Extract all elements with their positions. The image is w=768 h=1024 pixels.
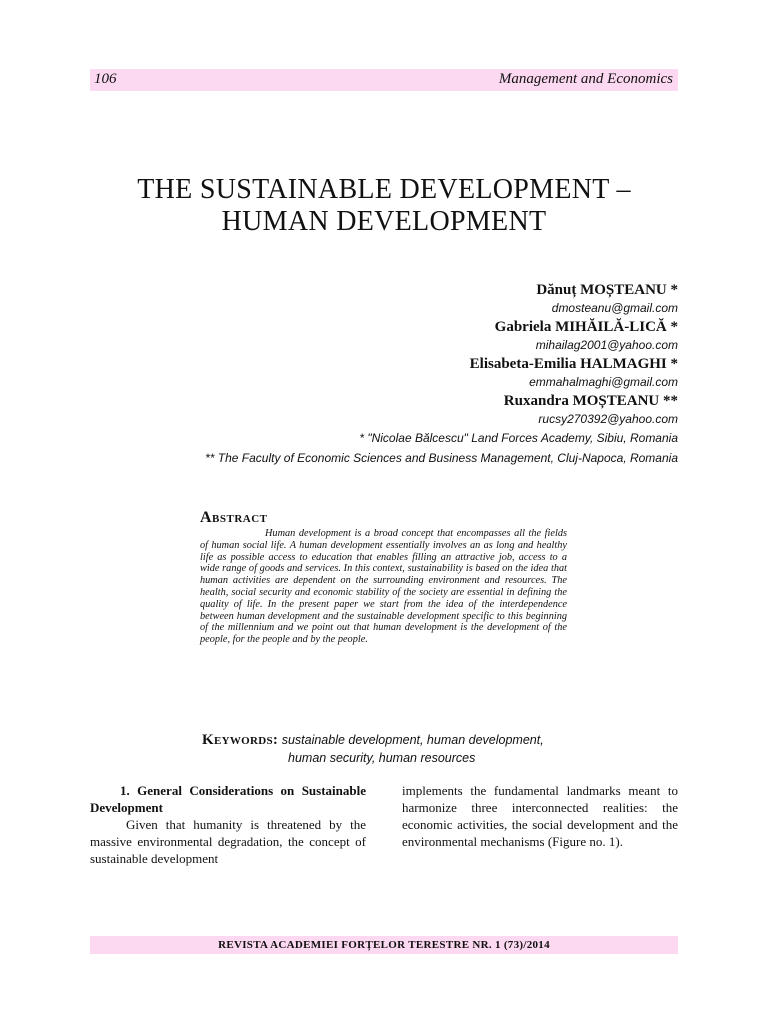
running-header [90, 69, 678, 91]
author-email: emmahalmaghi@gmail.com [529, 375, 678, 389]
body-column-left [90, 782, 366, 867]
page-number: 106 [94, 71, 117, 87]
body-paragraph: Given that humanity is threatened by the massive environmental degradation, the concept of sustainable development [90, 817, 366, 866]
title-line-1: THE SUSTAINABLE DEVELOPMENT – [137, 174, 631, 205]
affiliation: * "Nicolae Bălcescu" Land Forces Academy, Sibiu, Romania [359, 431, 678, 445]
author-block [88, 280, 678, 468]
affiliation: ** The Faculty of Economic Sciences and Business Management, Cluj-Napoca, Romania [205, 451, 678, 465]
keywords-section [202, 731, 602, 767]
body-paragraph: implements the fundamental landmarks meant to harmonize three interconnected realities: the economic activities, the social development and the environmental mechanisms (Figure no. 1). [402, 783, 678, 849]
journal-section: Management and Economics [498, 71, 673, 87]
abstract-section [200, 508, 567, 646]
author-name: Ruxandra MOȘTEANU ** [503, 393, 678, 409]
body-column-right [402, 782, 678, 850]
author-email: dmosteanu@gmail.com [551, 301, 678, 315]
keywords-line-2: human security, human resources [288, 751, 476, 765]
abstract-heading: Abstract [200, 509, 268, 526]
abstract-text: Human development is a broad concept that encompasses all the fields of human social life. A human development essentially involves an as long and healthy life as possible access to education that enables filling an attractive job, access to a wide range of goods and services. In this context, sustainability is based on the idea that human activities are dependent on the surrounding environment and resources. The health, social security and economic stability of the society are essential in defining the quality of life. In the present paper we start from the idea of the interdependence between human development and the sustainable development specific to this beginning of the millennium and we point out that human development is the development of the people, for the people and by the people. [200, 528, 567, 646]
author-name: Elisabeta-Emilia HALMAGHI * [469, 356, 678, 372]
paper-title [90, 174, 678, 238]
title-line-2: HUMAN DEVELOPMENT [221, 206, 547, 237]
author-name: Gabriela MIHĂILĂ-LICĂ * [494, 319, 678, 335]
running-footer: REVISTA ACADEMIEI FORȚELOR TERESTRE NR. 1 (73)/2014 [90, 936, 678, 954]
author-email: rucsy270392@yahoo.com [538, 412, 678, 426]
section-heading: 1. General Considerations on Sustainable Development [90, 783, 366, 815]
author-name: Dănuț MOȘTEANU * [536, 282, 678, 298]
keywords-line-1: sustainable development, human development, [281, 733, 544, 747]
keywords-heading: Keywords: [202, 732, 279, 748]
author-email: mihailag2001@yahoo.com [535, 338, 678, 352]
